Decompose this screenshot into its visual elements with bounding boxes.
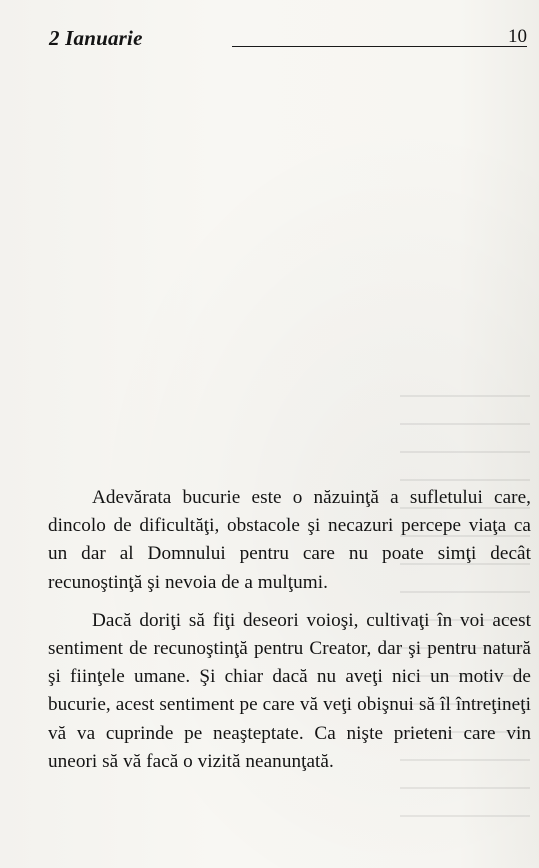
header-rule [232, 46, 527, 47]
page-header [49, 26, 529, 56]
paragraph-2: Dacă doriţi să fiţi deseori voioşi, cultivaţi în voi acest sentiment de recunoştinţă pentru Creator, dar şi pentru natură şi fiinţele umane. Şi chiar dacă nu aveţi nici un motiv de bucurie, acest sentiment pe care vă veţi obişnui să îl întreţineţi vă va cuprinde pe neaşteptate. Ca nişte prieteni care vin uneori să vă facă o vizită neanunţată. [48, 609, 531, 772]
page-number: 10 [508, 26, 527, 47]
paragraph-1: Adevărata bucurie este o năzuinţă a sufletului care, dincolo de dificultăţi, obstacole şi necazuri percepe viaţa ca un dar al Domnului pentru care nu poate simţi decât recunoştinţă şi nevoia de a mulţumi. [48, 487, 531, 593]
body-text [48, 484, 531, 776]
date-heading: 2 Ianuarie [49, 26, 143, 50]
